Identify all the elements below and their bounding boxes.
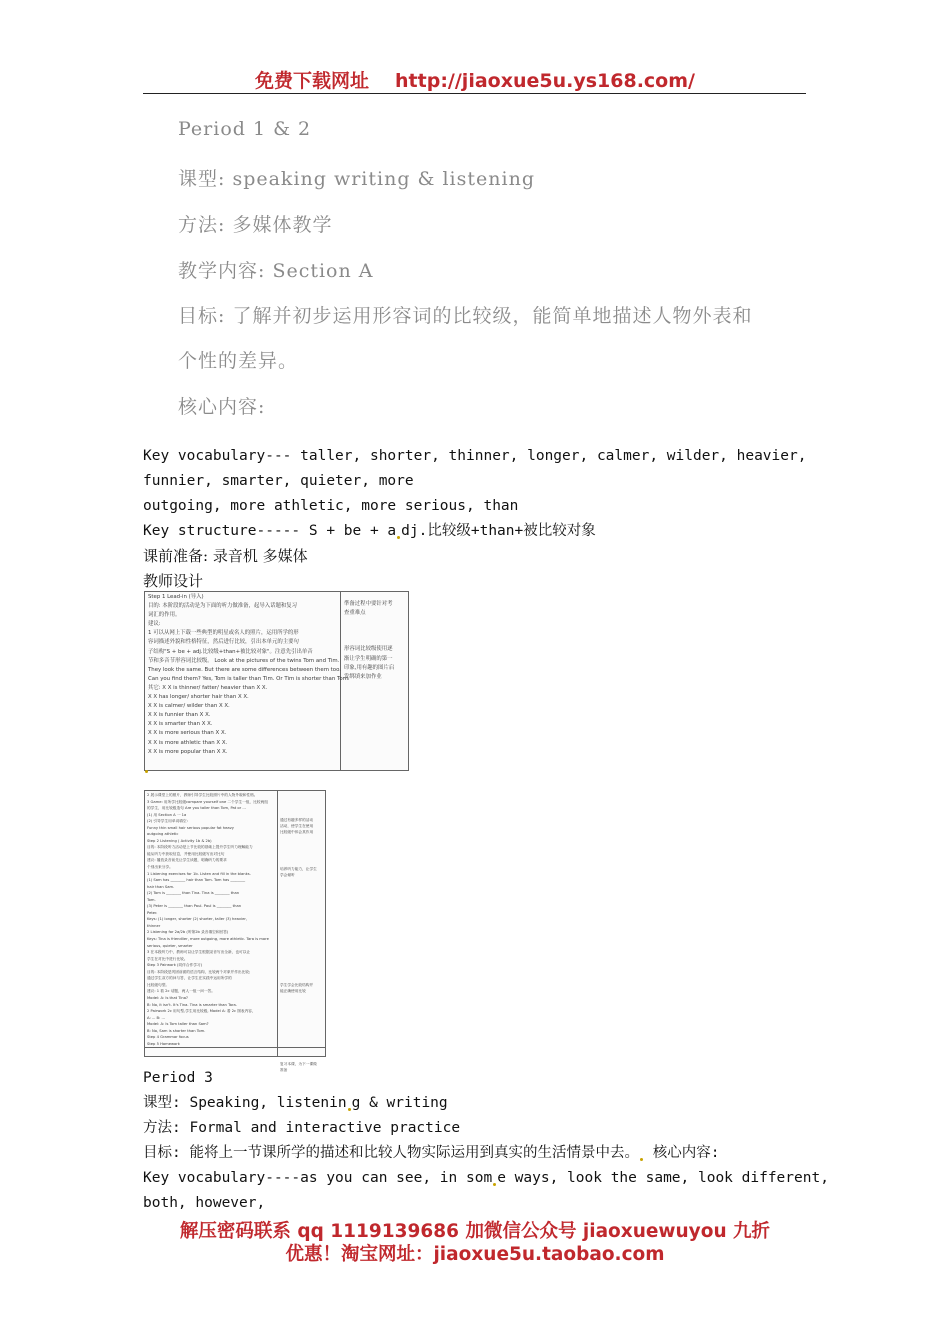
scan-line-type: 课型: speaking writing & listening xyxy=(178,168,535,190)
key-structure xyxy=(143,519,808,544)
dot-mark xyxy=(397,536,400,539)
scan-line-method: 方法: 多媒体教学 xyxy=(178,214,333,236)
period-3-type xyxy=(143,1091,808,1116)
vocab-line-2: funnier, smarter, quieter, more xyxy=(143,473,414,489)
header-url-link[interactable]: http://jiaoxue5u.ys168.com/ xyxy=(395,70,695,92)
table1-right-cell: 準备过程中要针对考 查重难点 形容词比较级使用逐 渐让学生明确的第一 印象,用有趣的图片启 发绑填来加作业 xyxy=(344,601,395,680)
period-3-vocab-1b: e ways, look the same, look different, xyxy=(497,1170,829,1186)
period-3-goal-b: 核心内容: xyxy=(652,1145,720,1161)
teacher-design: 教师设计 xyxy=(143,572,204,590)
header-label: 免费下载网址 xyxy=(255,70,370,92)
period-3-goal-a: 目标: 能将上一节课所学的描述和比较人物实际运用到真实的生活情景中去。 xyxy=(143,1145,639,1161)
scan-line-core: 核心内容: xyxy=(178,396,266,418)
scan-line-goal: 目标: 了解并初步运用形容词的比较级，能简单地描述人物外表和 xyxy=(178,305,753,327)
period-3-vocab-1 xyxy=(143,1166,829,1191)
dot-mark xyxy=(145,770,148,773)
header-divider xyxy=(143,93,806,94)
period-3-goal xyxy=(143,1141,808,1166)
download-header xyxy=(0,66,950,93)
key-structure-a: Key structure----- S + be + a xyxy=(143,523,397,539)
lesson-table-2 xyxy=(144,790,326,1072)
table2-right-cell: 通过有趣多样的活动 活动，使学生在使用 比较级中体会其作用 培养听力能力，让学生 学会倾听 学生学会比较结构并 能正确使用比较 复习本课，为下一课做 准备 xyxy=(280,818,317,1072)
period-3-heading: Period 3 xyxy=(143,1070,213,1086)
period-3-type-a: 课型: Speaking, listenin xyxy=(143,1095,347,1111)
table2-left-cell: 2 展示课堂上的照片，教师引导学生比较照片中的人物外貌和性格。 3 Game: 用所学比较级compare yourself one 二个学生一组，比较两组 的学生，用比较级造句 Are you taller than Tom, Pat or ... (1) 用 Section A 一 1a (2) 引导学生用单词填空: Funny thin small hair serious popular fat heavy outgoing athletic Step 2 Listening ( Activity 1b & 2b) 目的: 本阶段听力活动是上节比较的基础上提升学生听力理解能力 能从听力中获取信息，并使用比较级写出对比句 建议: 播放录音前先让学生读题，明确听力的要求 个别出来分享。 1 Listening exercises for 1b. Listen and fill in the blanks. (1) Sam has ________ hair than Tom. Tom has ________ hair than Sam. (2) Tom is ________ than Tina. Tina is ________ than Tom. (3) Peter is ________ than Paul. Paul is ________ than Peter. Keys: (1) longer, shorter (2) shorter, taller (3) heavier, thinner 2 Listening for 2a/2b (听第2b 录音填空和回答) Keys: Tina is friendlier, more outgoing, more athletic. Tara is more serious, quieter, smarter 3 在本段听力中，教师可以让学生根据录音写出全新，也可以让 学生在对比中进行比较。 Step 3 Pairwork (同伴合作学习) 目的: 本阶段是巩固前面的语言结构，比较两个对象并作出比较; 通过学生双方的问与答，让学生在实践中运用所学的 比较级句型。 建议: 1 看 2c 话题，两人一组一问一答。 Model: A: Is that Tina? B: No, it isn't. It's Tina. Tina is smarter than Tara. 2 Pairwork 2c 用句型,学生用比较级, Model A: 看 2c 图表内容， A: ... B: ... Model: A: Is Tom taller than Sam? B: No, Sam is shorter than Tom. Step 4 Grammar focus Step 5 Homework xyxy=(147,793,269,1046)
vocab-line-3: outgoing, more athletic, more serious, than xyxy=(143,498,519,514)
class-preparation: 课前准备: 录音机 多媒体 xyxy=(143,547,308,565)
dot-mark xyxy=(640,1158,643,1161)
period-3-type-b: g & writing xyxy=(351,1095,448,1111)
vocab-line-1: Key vocabulary--- taller, shorter, thinner, longer, calmer, wilder, heavier, xyxy=(143,448,807,464)
dot-mark xyxy=(493,1183,496,1186)
period-3-vocab-1a: Key vocabulary----as you can see, in som xyxy=(143,1170,493,1186)
lesson-table-1 xyxy=(144,591,409,771)
footer-contact-line: 解压密码联系 qq 1119139686 加微信公众号 jiaoxuewuyou 九折 xyxy=(179,1221,771,1242)
table-column-divider xyxy=(277,791,278,1056)
table1-left-cell: Step 1 Lead-in (导入) 目的: 本阶段的活动是为下面的听力做准备，起导入话题和复习 词汇的作用。 建议: 1 可以从网上下载一些典型的明星或名人的照片，运用所学的形 容词描述外貌和性格特征，然后进行比较，引出本单元的主要句 子结构"S + be + adj.比较级+than+被比较对象"。注意先引出单音 节和多音节形容词比较级。 Look at the pictures of the twins Tom and Tim. They look the same. But there are some differences between them too. Can you find them? Yes, Tom is taller than Tim. Or Tim is shorter than Tom. 其它: X X is thinner/ fatter/ heavier than X X. X X has longer/ shorter hair than X X. X X is calmer/ wilder than X X. X X is funnier than X X. X X is smarter than X X. X X is more serious than X X. X X is more athletic than X X. X X is more popular than X X. xyxy=(148,594,350,755)
dot-mark xyxy=(348,1108,351,1111)
key-structure-b: dj.比较级+than+被比较对象 xyxy=(401,523,596,539)
scan-line-period: Period 1 & 2 xyxy=(178,118,312,140)
scan-line-content: 教学内容: Section A xyxy=(178,260,374,282)
footer-shop-line[interactable]: 优惠！淘宝网址：jiaoxue5u.taobao.com xyxy=(285,1244,665,1265)
period-3-method: 方法: Formal and interactive practice xyxy=(143,1120,461,1136)
scan-line-goal-cont: 个性的差异。 xyxy=(178,350,299,372)
period-3-vocab-2: both, however, xyxy=(143,1195,266,1211)
